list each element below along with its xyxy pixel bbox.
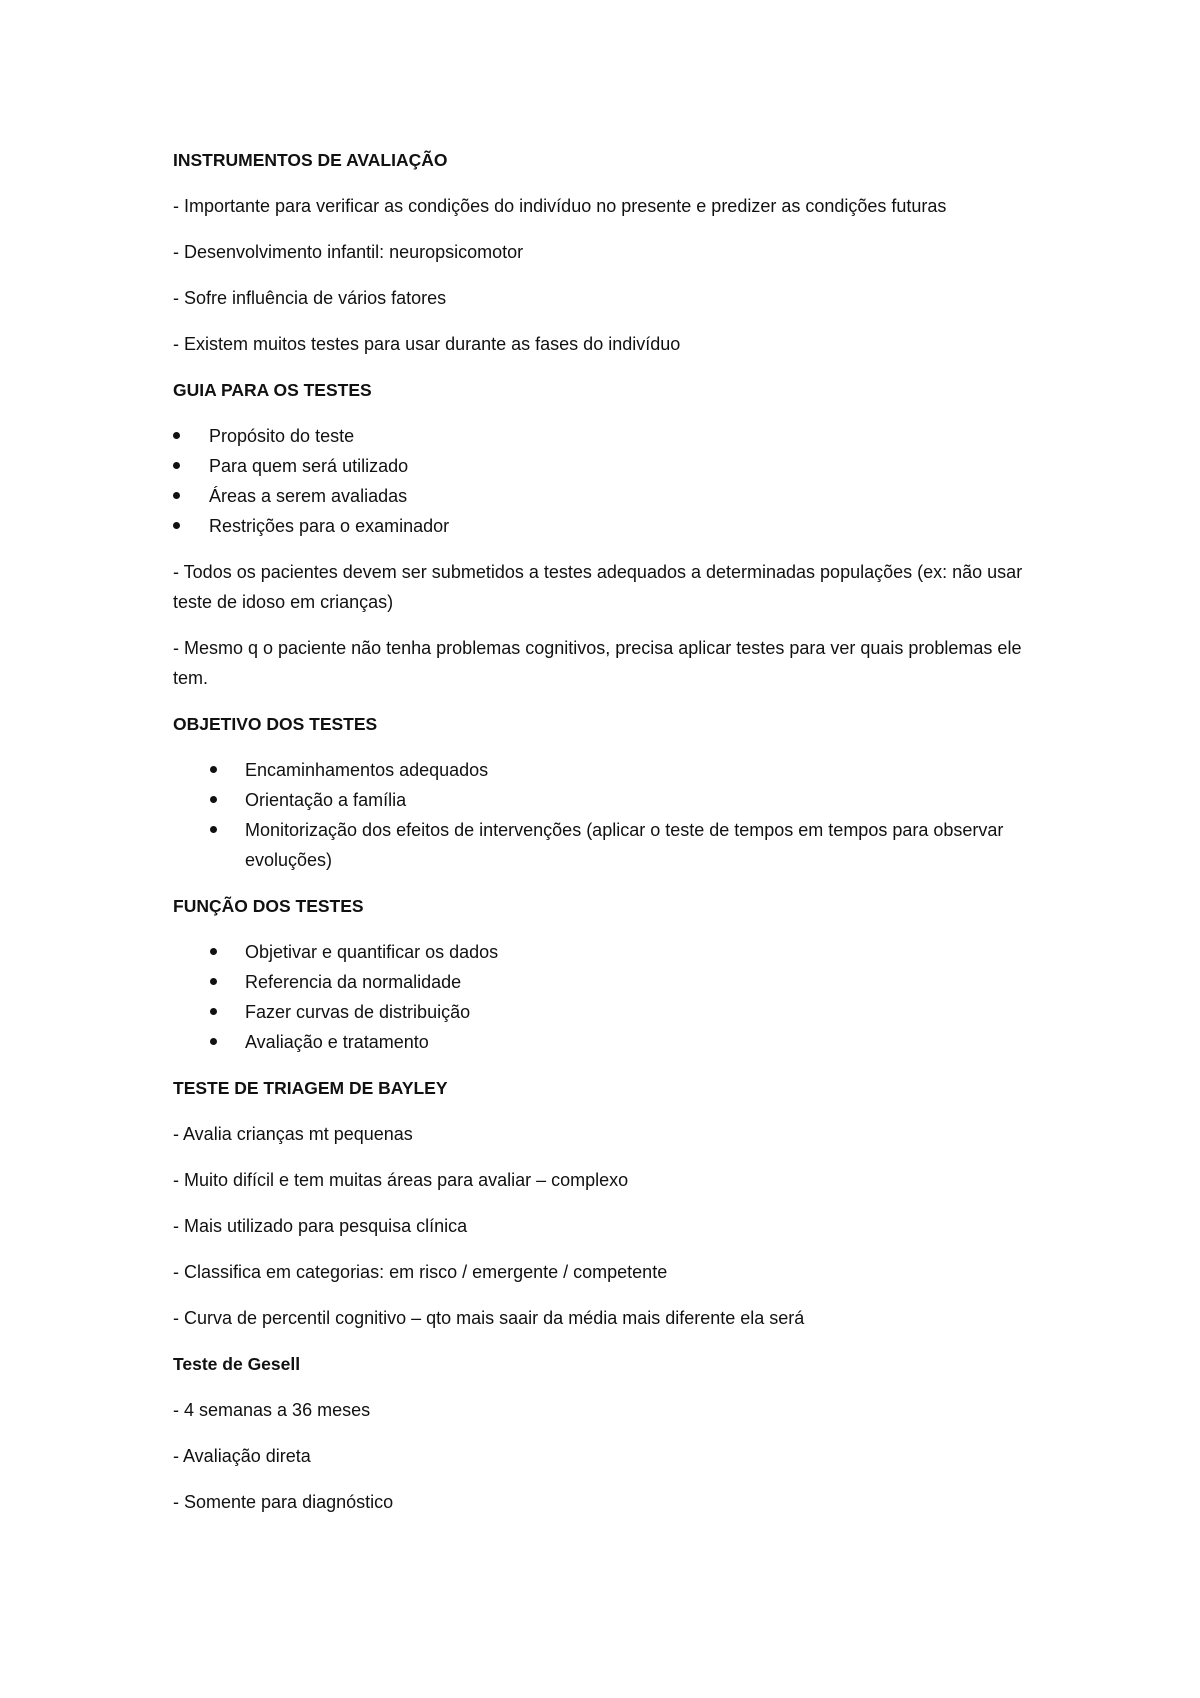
section-heading: GUIA PARA OS TESTES (173, 380, 372, 400)
section-heading: FUNÇÃO DOS TESTES (173, 896, 364, 916)
bullet-icon (173, 432, 180, 439)
paragraph: - Sofre influência de vários fatores (173, 288, 447, 308)
list-item-text: Áreas a serem avaliadas (209, 486, 408, 506)
paragraph: - Desenvolvimento infantil: neuropsicomotor (173, 242, 524, 262)
bullet-icon (210, 796, 217, 803)
list-item (173, 815, 1053, 875)
paragraph: - Todos os pacientes devem ser submetidos a testes adequados a determinadas populações (ex: não usar teste de idoso em crianças) (173, 562, 1023, 612)
list-item-text: Restrições para o examinador (209, 516, 450, 536)
paragraph: - Classifica em categorias: em risco / emergente / competente (173, 1262, 668, 1282)
bullet-icon (173, 462, 180, 469)
paragraph: - Avalia crianças mt pequenas (173, 1124, 413, 1144)
section-heading: OBJETIVO DOS TESTES (173, 714, 378, 734)
list-item (173, 997, 1053, 1027)
bullet-icon (210, 766, 217, 773)
list-item (173, 967, 1053, 997)
paragraph: - Avaliação direta (173, 1446, 311, 1466)
list-item (173, 1027, 1053, 1057)
paragraph: - Mais utilizado para pesquisa clínica (173, 1216, 468, 1236)
section-heading: INSTRUMENTOS DE AVALIAÇÃO (173, 150, 448, 170)
document-page (173, 145, 1053, 1533)
bullet-icon (210, 1008, 217, 1015)
paragraph: - 4 semanas a 36 meses (173, 1400, 371, 1420)
list-item (173, 755, 1053, 785)
list-item-text: Fazer curvas de distribuição (245, 1002, 471, 1022)
bullet-icon (210, 948, 217, 955)
bullet-list (173, 755, 1053, 875)
list-item (173, 785, 1053, 815)
list-item-text: Monitorização dos efeitos de intervenções (aplicar o teste de tempos em tempos para observar evoluções) (245, 820, 1004, 870)
list-item-text: Propósito do teste (209, 426, 355, 446)
paragraph: - Curva de percentil cognitivo – qto mais saair da média mais diferente ela será (173, 1308, 805, 1328)
list-item (173, 421, 1053, 451)
list-item-text: Orientação a família (245, 790, 407, 810)
list-item-text: Encaminhamentos adequados (245, 760, 489, 780)
list-item-text: Referencia da normalidade (245, 972, 462, 992)
bullet-icon (173, 492, 180, 499)
list-item (173, 481, 1053, 511)
paragraph: - Existem muitos testes para usar durante as fases do indivíduo (173, 334, 681, 354)
paragraph: - Mesmo q o paciente não tenha problemas cognitivos, precisa aplicar testes para ver quais problemas ele tem. (173, 638, 1022, 688)
bullet-icon (210, 978, 217, 985)
bullet-icon (210, 826, 217, 833)
bullet-icon (173, 522, 180, 529)
list-item-text: Objetivar e quantificar os dados (245, 942, 499, 962)
paragraph: - Somente para diagnóstico (173, 1492, 394, 1512)
paragraph: - Muito difícil e tem muitas áreas para avaliar – complexo (173, 1170, 629, 1190)
list-item-text: Para quem será utilizado (209, 456, 409, 476)
list-item-text: Avaliação e tratamento (245, 1032, 429, 1052)
section-heading: Teste de Gesell (173, 1354, 301, 1374)
bullet-list (173, 937, 1053, 1057)
bullet-list (173, 421, 1053, 541)
list-item (173, 937, 1053, 967)
paragraph: - Importante para verificar as condições do indivíduo no presente e predizer as condições futuras (173, 196, 947, 216)
list-item (173, 451, 1053, 481)
list-item (173, 511, 1053, 541)
section-heading: TESTE DE TRIAGEM DE BAYLEY (173, 1078, 448, 1098)
bullet-icon (210, 1038, 217, 1045)
